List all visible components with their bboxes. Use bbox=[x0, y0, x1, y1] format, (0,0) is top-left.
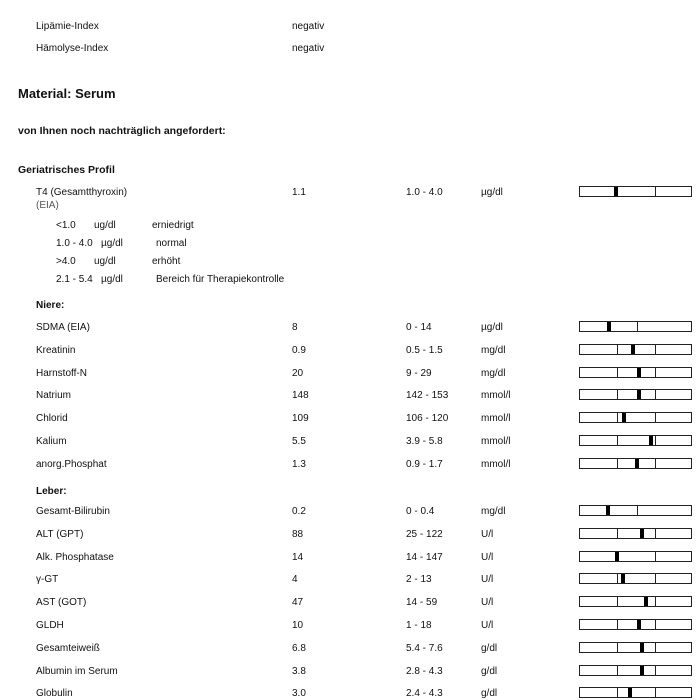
t4-note-unit: µg/dl bbox=[101, 274, 123, 285]
range-bar-marker bbox=[622, 413, 626, 422]
analyte-unit: mmol/l bbox=[481, 390, 511, 402]
analyte-reference-range: 25 - 122 bbox=[406, 528, 443, 540]
analyte-range-bar bbox=[579, 458, 692, 469]
analyte-range-bar bbox=[579, 642, 692, 653]
t4-note-unit: ug/dl bbox=[94, 220, 116, 231]
analyte-value: 148 bbox=[292, 390, 309, 402]
analyte-name: GLDH bbox=[36, 620, 64, 631]
haemolyse-index-value: negativ bbox=[292, 43, 325, 54]
analyte-range-bar bbox=[579, 321, 692, 332]
analyte-reference-range: 0.5 - 1.5 bbox=[406, 344, 443, 356]
analyte-value: 3.0 bbox=[292, 688, 306, 700]
range-bar-marker bbox=[637, 390, 641, 399]
t4-unit: µg/dl bbox=[481, 187, 503, 198]
range-bar-marker bbox=[607, 322, 611, 331]
material-heading: Material: Serum bbox=[18, 86, 116, 101]
t4-note-text: Bereich für Therapiekontrolle bbox=[156, 274, 285, 285]
analyte-range-bar bbox=[579, 596, 692, 607]
range-bar-tick bbox=[637, 506, 638, 515]
analyte-unit: g/dl bbox=[481, 688, 498, 700]
haemolyse-index-label: Hämolyse-Index bbox=[36, 43, 109, 54]
analyte-reference-range: 142 - 153 bbox=[406, 390, 449, 402]
analyte-name: SDMA (EIA) bbox=[36, 322, 90, 333]
range-bar-tick bbox=[655, 459, 656, 468]
analyte-name: Kalium bbox=[36, 436, 67, 447]
t4-note-range: 1.0 - 4.0 bbox=[56, 238, 93, 249]
range-bar-tick bbox=[655, 345, 656, 354]
analyte-unit: mg/dl bbox=[481, 506, 506, 517]
analyte-range-bar bbox=[579, 573, 692, 584]
analyte-value: 0.2 bbox=[292, 506, 306, 517]
analyte-unit: mmol/l bbox=[481, 436, 511, 447]
analyte-reference-range: 2.4 - 4.3 bbox=[406, 688, 443, 700]
analyte-name: γ-GT bbox=[36, 574, 59, 586]
analyte-name: Natrium bbox=[36, 390, 72, 402]
range-bar-marker bbox=[614, 187, 618, 196]
analyte-value: 4 bbox=[292, 574, 298, 586]
analyte-reference-range: 0 - 0.4 bbox=[406, 506, 435, 517]
t4-range: 1.0 - 4.0 bbox=[406, 187, 443, 198]
leber-heading: Leber: bbox=[36, 486, 67, 497]
range-bar-tick bbox=[617, 459, 618, 468]
analyte-range-bar bbox=[579, 528, 692, 539]
range-bar-tick bbox=[637, 322, 638, 331]
range-bar-tick bbox=[655, 368, 656, 377]
t4-value: 1.1 bbox=[292, 187, 306, 198]
requested-heading: von Ihnen noch nachträglich angefordert: bbox=[18, 125, 226, 137]
range-bar-high-tick bbox=[655, 187, 656, 196]
range-bar-marker bbox=[621, 574, 625, 583]
range-bar-tick bbox=[655, 574, 656, 583]
analyte-value: 0.9 bbox=[292, 344, 306, 356]
analyte-reference-range: 3.9 - 5.8 bbox=[406, 436, 443, 447]
range-bar-tick bbox=[617, 436, 618, 445]
analyte-range-bar bbox=[579, 389, 692, 400]
analyte-value: 109 bbox=[292, 413, 309, 425]
range-bar-tick bbox=[617, 643, 618, 652]
range-bar-marker bbox=[649, 436, 653, 445]
t4-note-unit: ug/dl bbox=[94, 256, 116, 267]
analyte-range-bar bbox=[579, 344, 692, 355]
analyte-unit: µg/dl bbox=[481, 322, 503, 333]
analyte-value: 3.8 bbox=[292, 665, 306, 677]
range-bar-tick bbox=[655, 620, 656, 629]
range-bar-tick bbox=[655, 390, 656, 399]
analyte-unit: U/l bbox=[481, 620, 494, 631]
range-bar-marker bbox=[631, 345, 635, 354]
range-bar-marker bbox=[640, 666, 644, 675]
range-bar-tick bbox=[617, 666, 618, 675]
analyte-range-bar bbox=[579, 412, 692, 423]
niere-heading: Niere: bbox=[36, 300, 65, 311]
analyte-range-bar bbox=[579, 505, 692, 516]
analyte-range-bar bbox=[579, 687, 692, 698]
range-bar-marker bbox=[628, 688, 632, 697]
analyte-name: Albumin im Serum bbox=[36, 665, 118, 677]
range-bar-tick bbox=[617, 620, 618, 629]
analyte-unit: U/l bbox=[481, 551, 494, 563]
analyte-name: AST (GOT) bbox=[36, 597, 87, 609]
analyte-unit: mg/dl bbox=[481, 344, 506, 356]
t4-range-bar bbox=[579, 186, 692, 197]
analyte-reference-range: 0 - 14 bbox=[406, 322, 432, 333]
lipaemie-index-label: Lipämie-Index bbox=[36, 21, 99, 32]
analyte-range-bar bbox=[579, 435, 692, 446]
analyte-reference-range: 1 - 18 bbox=[406, 620, 432, 631]
analyte-unit: U/l bbox=[481, 597, 494, 609]
t4-note-range: <1.0 bbox=[56, 220, 76, 231]
range-bar-tick bbox=[617, 390, 618, 399]
range-bar-tick bbox=[617, 345, 618, 354]
analyte-range-bar bbox=[579, 665, 692, 676]
analyte-value: 14 bbox=[292, 551, 304, 563]
range-bar-tick bbox=[617, 688, 618, 697]
analyte-value: 6.8 bbox=[292, 642, 306, 654]
analyte-unit: mg/dl bbox=[481, 367, 506, 379]
range-bar-tick bbox=[617, 597, 618, 606]
range-bar-tick bbox=[655, 529, 656, 538]
analyte-value: 1.3 bbox=[292, 458, 306, 470]
analyte-name: Gesamteiweiß bbox=[36, 642, 100, 654]
range-bar-marker bbox=[644, 597, 648, 606]
range-bar-marker bbox=[635, 459, 639, 468]
t4-note-range: >4.0 bbox=[56, 256, 76, 267]
range-bar-tick bbox=[617, 413, 618, 422]
analyte-reference-range: 14 - 59 bbox=[406, 597, 438, 609]
analyte-name: Gesamt-Bilirubin bbox=[36, 506, 110, 517]
analyte-name: Harnstoff-N bbox=[36, 367, 87, 379]
analyte-reference-range: 106 - 120 bbox=[406, 413, 449, 425]
range-bar-tick bbox=[655, 688, 656, 697]
analyte-name: anorg.Phosphat bbox=[36, 458, 107, 470]
analyte-name: Kreatinin bbox=[36, 344, 76, 356]
analyte-reference-range: 2 - 13 bbox=[406, 574, 432, 586]
t4-note-text: erhöht bbox=[152, 256, 181, 267]
analyte-reference-range: 14 - 147 bbox=[406, 551, 443, 563]
analyte-value: 88 bbox=[292, 528, 304, 540]
range-bar-tick bbox=[655, 552, 656, 561]
analyte-reference-range: 0.9 - 1.7 bbox=[406, 458, 443, 470]
analyte-unit: mmol/l bbox=[481, 458, 511, 470]
t4-note-unit: µg/dl bbox=[101, 238, 123, 249]
range-bar-marker bbox=[615, 552, 619, 561]
range-bar-marker bbox=[606, 506, 610, 515]
range-bar-tick bbox=[655, 643, 656, 652]
range-bar-marker bbox=[640, 529, 644, 538]
range-bar-marker bbox=[637, 368, 641, 377]
range-bar-tick bbox=[617, 368, 618, 377]
analyte-range-bar bbox=[579, 551, 692, 562]
t4-note-text: normal bbox=[156, 238, 187, 249]
analyte-name: Alk. Phosphatase bbox=[36, 551, 114, 563]
analyte-reference-range: 2.8 - 4.3 bbox=[406, 665, 443, 677]
analyte-unit: U/l bbox=[481, 574, 494, 586]
analyte-reference-range: 5.4 - 7.6 bbox=[406, 642, 443, 654]
analyte-range-bar bbox=[579, 367, 692, 378]
range-bar-tick bbox=[655, 597, 656, 606]
t4-label: T4 (Gesamtthyroxin) bbox=[36, 187, 128, 198]
analyte-reference-range: 9 - 29 bbox=[406, 367, 432, 379]
analyte-name: ALT (GPT) bbox=[36, 528, 84, 540]
range-bar-tick bbox=[655, 666, 656, 675]
t4-note-text: erniedrigt bbox=[152, 220, 194, 231]
analyte-value: 47 bbox=[292, 597, 304, 609]
range-bar-tick bbox=[617, 529, 618, 538]
analyte-unit: g/dl bbox=[481, 665, 498, 677]
analyte-value: 8 bbox=[292, 322, 298, 333]
analyte-unit: U/l bbox=[481, 528, 494, 540]
analyte-name: Globulin bbox=[36, 688, 73, 700]
range-bar-tick bbox=[655, 413, 656, 422]
analyte-value: 20 bbox=[292, 367, 304, 379]
analyte-unit: mmol/l bbox=[481, 413, 511, 425]
profile-heading: Geriatrisches Profil bbox=[18, 164, 115, 176]
t4-method: (EIA) bbox=[36, 200, 59, 211]
analyte-value: 5.5 bbox=[292, 436, 306, 447]
lipaemie-index-value: negativ bbox=[292, 21, 325, 32]
range-bar-tick bbox=[655, 436, 656, 445]
range-bar-marker bbox=[637, 620, 641, 629]
analyte-name: Chlorid bbox=[36, 413, 68, 425]
t4-note-range: 2.1 - 5.4 bbox=[56, 274, 93, 285]
analyte-unit: g/dl bbox=[481, 642, 498, 654]
analyte-range-bar bbox=[579, 619, 692, 630]
range-bar-tick bbox=[617, 574, 618, 583]
range-bar-marker bbox=[640, 643, 644, 652]
analyte-value: 10 bbox=[292, 620, 304, 631]
